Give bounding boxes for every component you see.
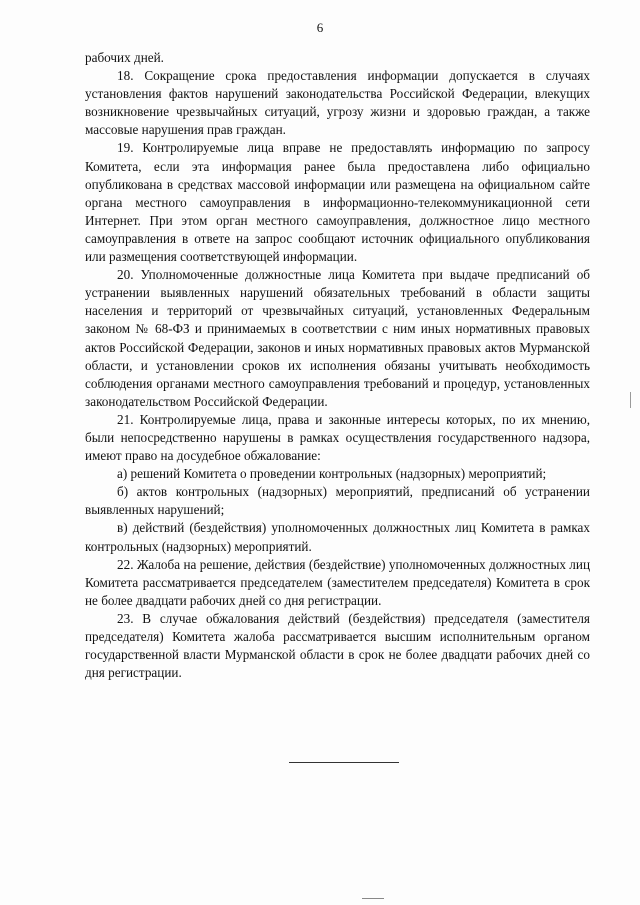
scan-bottom-mark xyxy=(362,898,384,899)
document-body xyxy=(85,49,590,682)
paragraph-20: 20. Уполномоченные должностные лица Комитета при выдаче предписаний об устранении выявленных нарушений обязательных требований в области защиты населения и территорий от чрезвычайных ситуаций, установленных Федеральным законом № 68-ФЗ и принимаемых в соответствии с ним иных нормативных правовых актов Российской Федерации, законов и иных нормативных правовых актов Мурманской области, и установлении сроков их исполнения обязаны учитывать необходимость соблюдения органами местного самоуправления требований и процедур, установленных законодательством Российской Федерации. xyxy=(85,267,590,409)
paragraph-21-a: а) решений Комитета о проведении контрольных (надзорных) мероприятий; xyxy=(117,466,547,482)
paragraph-continuation: рабочих дней. xyxy=(85,50,164,65)
paragraph-21-v: в) действий (бездействия) уполномоченных должностных лиц Комитета в рамках контрольных (надзорных) мероприятий. xyxy=(85,520,590,554)
paragraph-21: 21. Контролируемые лица, права и законные интересы которых, по их мнению, были непосредственно нарушены в рамках осуществления государственного надзора, имеют право на досудебное обжалование: xyxy=(85,411,590,464)
paragraph-23: 23. В случае обжалования действий (бездействия) председателя (заместителя председателя) Комитета жалоба рассматривается высшим исполнительным органом государственной власти Мурманской области в срок не более двадцати рабочих дней со дня регистрации. xyxy=(85,610,590,681)
end-of-text-rule xyxy=(289,762,399,763)
paragraph-22: 22. Жалоба на решение, действия (бездействие) уполномоченных должностных лиц Комитета рассматривается председателем (заместителем председателя) Комитета в срок не более двадцати рабочих дней со дня регистрации. xyxy=(85,556,590,608)
scan-margin-mark xyxy=(630,392,631,408)
paragraph-19: 19. Контролируемые лица вправе не предоставлять информацию по запросу Комитета, если эта информация ранее была предоставлена либо официально опубликована в средствах массовой информации или размещена на официальном сайте органа местного самоуправления в информационно-телекоммуникационной сети Интернет. При этом орган местного самоуправления, должностное лицо местного самоуправления в ответе на запрос сообщают источник официального опубликования или размещения соответствующей информации. xyxy=(85,140,590,265)
paragraph-18: 18. Сокращение срока предоставления информации допускается в случаях установления фактов нарушений законодательства Российской Федерации, влекущих возникновение чрезвычайных ситуаций, угрозу жизни и здоровью граждан, а также массовые нарушения прав граждан. xyxy=(85,68,590,138)
paragraph-21-b: б) актов контрольных (надзорных) мероприятий, предписаний об устранении выявленных нарушений; xyxy=(85,484,590,518)
page-number: 6 xyxy=(316,20,324,35)
